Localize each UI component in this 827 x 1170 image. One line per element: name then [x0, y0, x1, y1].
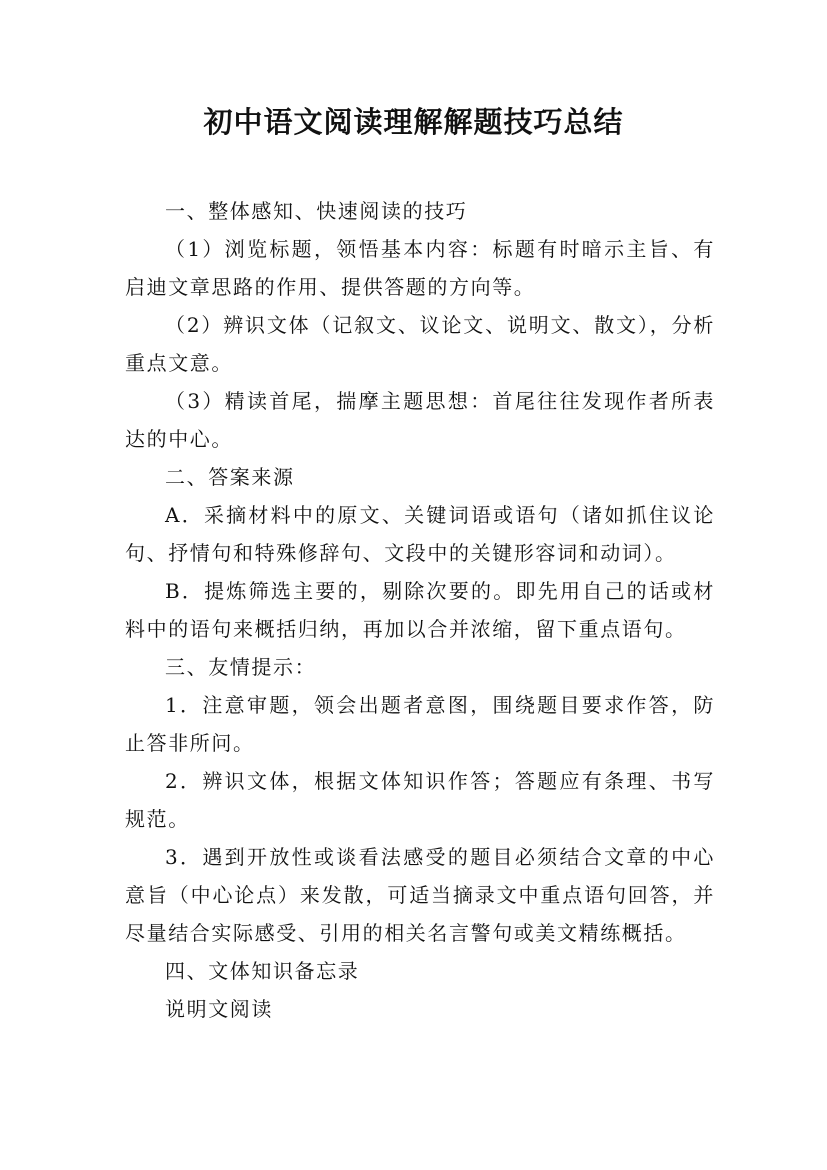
heading-section-3: 三、友情提示： — [165, 655, 317, 679]
paragraph-tip-1: 1．注意审题，领会出题者意图，围绕题目要求作答，防止答非所问。 — [125, 693, 715, 755]
paragraph-tip-2: 2．辨识文体，根据文体知识作答；答题应有条理、书写规范。 — [125, 769, 715, 831]
paragraph-answer-source-a: A．采摘材料中的原文、关键词语或语句（诸如抓住议论句、抒情句和特殊修辞句、文段中的关键形容词和动词）。 — [125, 503, 715, 565]
paragraph-answer-source-b: B．提炼筛选主要的，剔除次要的。即先用自己的话或材料中的语句来概括归纳，再加以合并浓缩，留下重点语句。 — [125, 579, 715, 641]
heading-section-4: 四、文体知识备忘录 — [165, 959, 360, 983]
paragraph-read-head-tail: （3）精读首尾，揣摩主题思想：首尾往往发现作者所表达的中心。 — [125, 389, 715, 451]
paragraph-identify-genre: （2）辨识文体（记叙文、议论文、说明文、散文），分析重点文意。 — [125, 313, 715, 375]
paragraph-tip-3: 3．遇到开放性或谈看法感受的题目必须结合文章的中心意旨（中心论点）来发散，可适当摘录文中重点语句回答，并尽量结合实际感受、引用的相关名言警句或美文精练概括。 — [125, 845, 715, 945]
heading-section-2: 二、答案来源 — [165, 465, 295, 489]
subheading-expository-reading: 说明文阅读 — [165, 997, 273, 1021]
document-title: 初中语文阅读理解解题技巧总结 — [203, 105, 624, 139]
document-body — [125, 192, 715, 1028]
paragraph-browse-title: （1）浏览标题，领悟基本内容：标题有时暗示主旨、有启迪文章思路的作用、提供答题的方向等。 — [125, 237, 715, 299]
heading-section-1: 一、整体感知、快速阅读的技巧 — [165, 199, 468, 223]
